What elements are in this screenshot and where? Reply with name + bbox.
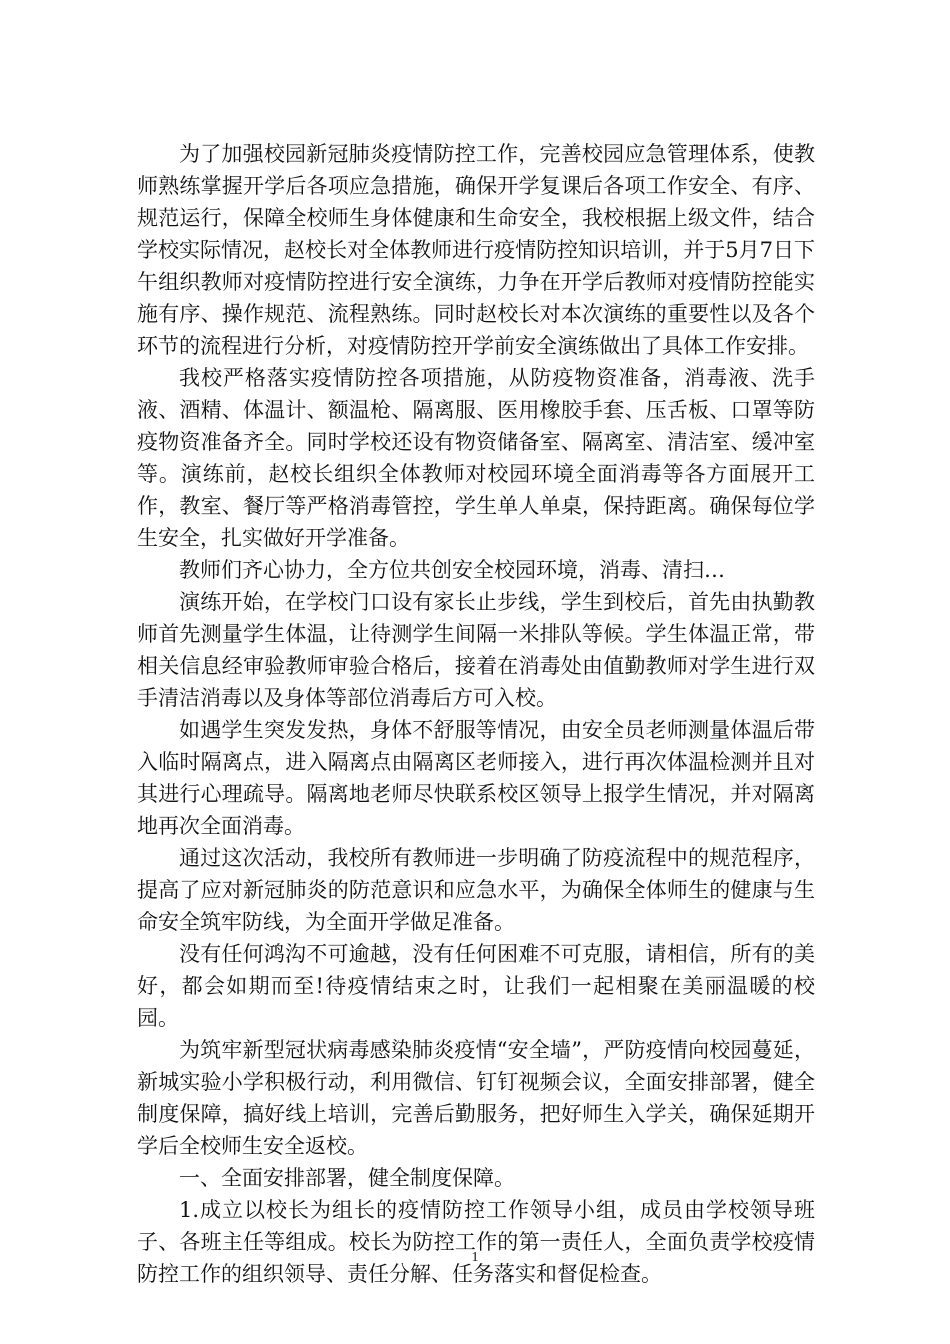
paragraph-2: 我校严格落实疫情防控各项措施，从防疫物资准备，消毒液、洗手液、酒精、体温计、额温枪、隔离服、医用橡胶手套、压舌板、口罩等防疫物资准备齐全。同时学校还设有物资储备室、隔离室、清洁室、缓冲室等。演练前，赵校长组织全体教师对校园环境全面消毒等各方面展开工作，教室、餐厅等严格消毒管控，学生单人单桌，保持距离。确保每位学生安全，扎实做好开学准备。 bbox=[137, 366, 815, 550]
numbered-item-1: 1.成立以校长为组长的疫情防控工作领导小组，成员由学校领导班子、各班主任等组成。校长为防控工作的第一责任人，全面负责学校疫情防控工作的组织领导、责任分解、任务落实和督促检查。 bbox=[137, 1198, 815, 1286]
paragraph-4: 演练开始，在学校门口设有家长止步线，学生到校后，首先由执勤教师首先测量学生体温，让待测学生间隔一米排队等候。学生体温正常，带相关信息经审验教师审验合格后，接着在消毒处由值勤教师对学生进行双手清洁消毒以及身体等部位消毒后方可入校。 bbox=[137, 590, 815, 710]
paragraph-5: 如遇学生突发发热，身体不舒服等情况，由安全员老师测量体温后带入临时隔离点，进入隔离点由隔离区老师接入，进行再次体温检测并且对其进行心理疏导。隔离地老师尽快联系校区领导上报学生情况，并对隔离地再次全面消毒。 bbox=[137, 718, 815, 838]
section-heading: 一、全面安排部署，健全制度保障。 bbox=[179, 1166, 515, 1190]
document-body bbox=[137, 138, 815, 1290]
paragraph-1: 为了加强校园新冠肺炎疫情防控工作，完善校园应急管理体系，使教师熟练掌握开学后各项应急措施，确保开学复课后各项工作安全、有序、规范运行，保障全校师生身体健康和生命安全，我校根据上级文件，结合学校实际情况，赵校长对全体教师进行疫情防控知识培训，并于5月7日下午组织教师对疫情防控进行安全演练，力争在开学后教师对疫情防控能实施有序、操作规范、流程熟练。同时赵校长对本次演练的重要性以及各个环节的流程进行分析，对疫情防控开学前安全演练做出了具体工作安排。 bbox=[137, 142, 815, 358]
paragraph-8: 为筑牢新型冠状病毒感染肺炎疫情“安全墙”，严防疫情向校园蔓延，新城实验小学积极行动，利用微信、钉钉视频会议，全面安排部署，健全制度保障，搞好线上培训，完善后勤服务，把好师生入学关，确保延期开学后全校师生安全返校。 bbox=[137, 1038, 815, 1158]
paragraph-7: 没有任何鸿沟不可逾越，没有任何困难不可克服，请相信，所有的美好，都会如期而至!待疫情结束之时，让我们一起相聚在美丽温暖的校园。 bbox=[137, 942, 815, 1030]
paragraph-6: 通过这次活动，我校所有教师进一步明确了防疫流程中的规范程序，提高了应对新冠肺炎的防范意识和应急水平，为确保全体师生的健康与生命安全筑牢防线，为全面开学做足准备。 bbox=[137, 846, 815, 934]
paragraph-3: 教师们齐心协力，全方位共创安全校园环境，消毒、清扫… bbox=[179, 558, 725, 582]
page-number: 1 bbox=[471, 1250, 479, 1265]
